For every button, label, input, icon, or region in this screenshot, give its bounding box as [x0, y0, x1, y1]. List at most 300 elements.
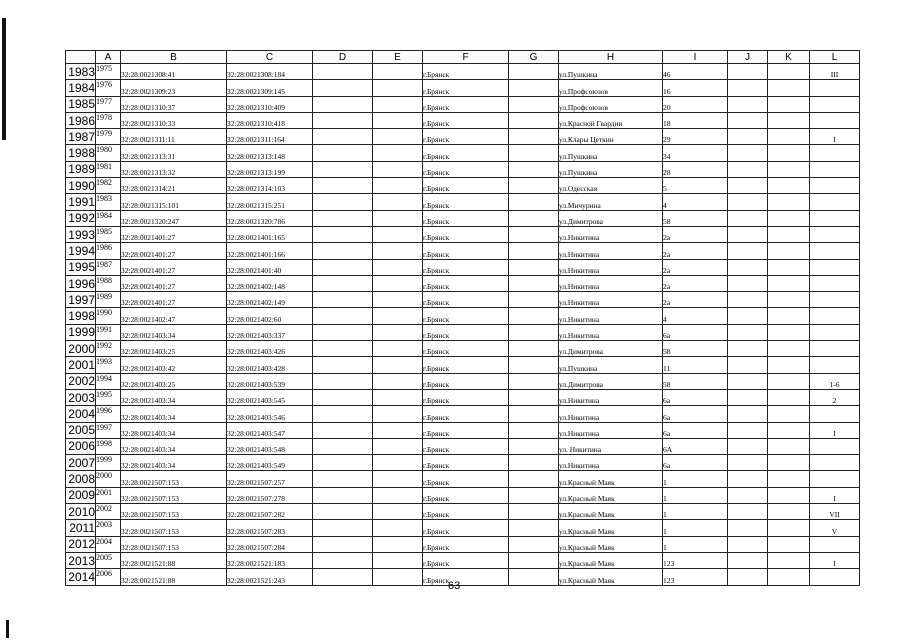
cell-g — [509, 243, 559, 259]
cell-j — [728, 161, 768, 177]
cell-e — [373, 292, 423, 308]
row-number: 1984 — [66, 80, 96, 96]
cell-c: 32:28:0021309:145 — [227, 80, 313, 96]
table-row — [66, 64, 860, 80]
cell-b: 32:28:0021315:101 — [121, 194, 227, 210]
column-header-g: G — [509, 51, 559, 64]
cell-i: 34 — [663, 145, 728, 161]
cell-f: г.Брянск — [423, 422, 509, 438]
cell-c: 32:28:0021320:786 — [227, 210, 313, 226]
cell-f: г.Брянск — [423, 406, 509, 422]
cell-g — [509, 129, 559, 145]
cell-g — [509, 275, 559, 291]
corner-header — [66, 51, 96, 64]
cell-i: 1 — [663, 471, 728, 487]
cell-l — [810, 178, 860, 194]
cell-l — [810, 161, 860, 177]
cell-e — [373, 373, 423, 389]
cell-j — [728, 324, 768, 340]
column-header-i: I — [663, 51, 728, 64]
cell-j — [728, 178, 768, 194]
table-row — [66, 275, 860, 291]
cell-b: 32:28:0021403:34 — [121, 438, 227, 454]
cell-a: 2001 — [96, 487, 121, 503]
cell-b: 32:28:0021521:88 — [121, 552, 227, 568]
cell-l — [810, 357, 860, 373]
cell-a: 2000 — [96, 471, 121, 487]
cell-e — [373, 275, 423, 291]
cell-k — [768, 308, 810, 324]
cell-b: 32:28:0021403:34 — [121, 389, 227, 405]
cell-i: 5 — [663, 178, 728, 194]
row-number: 1999 — [66, 324, 96, 340]
cell-g — [509, 259, 559, 275]
cell-k — [768, 487, 810, 503]
table-row — [66, 569, 860, 585]
cell-d — [313, 520, 373, 536]
cell-g — [509, 324, 559, 340]
cell-c: 32:28:0021401:166 — [227, 243, 313, 259]
cell-d — [313, 259, 373, 275]
column-header-k: K — [768, 51, 810, 64]
cell-h: ул.Клары Цеткин — [559, 129, 663, 145]
cell-i: 1 — [663, 520, 728, 536]
cell-f: г.Брянск — [423, 341, 509, 357]
cell-e — [373, 389, 423, 405]
cell-g — [509, 145, 559, 161]
cell-e — [373, 455, 423, 471]
row-number: 2005 — [66, 422, 96, 438]
cell-f: г.Брянск — [423, 112, 509, 128]
table-row — [66, 455, 860, 471]
cell-c: 32:28:0021315:251 — [227, 194, 313, 210]
cell-j — [728, 389, 768, 405]
cell-h: ул.Никитина — [559, 243, 663, 259]
cell-a: 1985 — [96, 226, 121, 242]
cell-e — [373, 341, 423, 357]
cell-a: 1987 — [96, 259, 121, 275]
cell-k — [768, 129, 810, 145]
cell-a: 1993 — [96, 357, 121, 373]
cell-e — [373, 226, 423, 242]
cell-b: 32:28:0021401:27 — [121, 259, 227, 275]
cell-l — [810, 471, 860, 487]
row-number: 2014 — [66, 569, 96, 585]
row-number: 2006 — [66, 438, 96, 454]
cell-f: г.Брянск — [423, 161, 509, 177]
cell-j — [728, 569, 768, 585]
cell-h: ул.Никитина — [559, 422, 663, 438]
cell-c: 32:28:0021403:546 — [227, 406, 313, 422]
cell-e — [373, 308, 423, 324]
cell-j — [728, 520, 768, 536]
cell-d — [313, 406, 373, 422]
cell-b: 32:28:0021311:11 — [121, 129, 227, 145]
cell-d — [313, 422, 373, 438]
cell-e — [373, 552, 423, 568]
cell-a: 1983 — [96, 194, 121, 210]
table-row — [66, 194, 860, 210]
cell-f: г.Брянск — [423, 357, 509, 373]
cell-j — [728, 145, 768, 161]
cell-d — [313, 324, 373, 340]
cell-f: г.Брянск — [423, 275, 509, 291]
column-header-c: C — [227, 51, 313, 64]
cell-i: 6а — [663, 389, 728, 405]
cell-k — [768, 324, 810, 340]
cell-h: ул.Красный Маяк — [559, 520, 663, 536]
cell-k — [768, 341, 810, 357]
table-row — [66, 210, 860, 226]
cell-l — [810, 210, 860, 226]
cell-d — [313, 80, 373, 96]
table-row — [66, 504, 860, 520]
cell-b: 32:28:0021403:42 — [121, 357, 227, 373]
cell-g — [509, 194, 559, 210]
page-number: 63 — [448, 580, 461, 592]
cell-k — [768, 504, 810, 520]
cell-l: I — [810, 552, 860, 568]
cell-i: 4 — [663, 308, 728, 324]
row-number: 1989 — [66, 161, 96, 177]
row-number: 2007 — [66, 455, 96, 471]
cell-l — [810, 324, 860, 340]
cell-d — [313, 341, 373, 357]
cell-b: 32:28:0021401:27 — [121, 243, 227, 259]
cell-l: I — [810, 422, 860, 438]
cell-b: 32:28:0021507:153 — [121, 520, 227, 536]
cell-f: г.Брянск — [423, 64, 509, 80]
cell-f: г.Брянск — [423, 520, 509, 536]
cell-h: ул.Красный Маяк — [559, 504, 663, 520]
cell-d — [313, 569, 373, 585]
cell-f: г.Брянск — [423, 210, 509, 226]
cell-a: 1986 — [96, 243, 121, 259]
column-header-j: J — [728, 51, 768, 64]
cell-l — [810, 569, 860, 585]
cell-i: 28 — [663, 161, 728, 177]
cell-h: ул.Красный Маяк — [559, 536, 663, 552]
cell-h: ул.Одесская — [559, 178, 663, 194]
cell-e — [373, 324, 423, 340]
cell-j — [728, 471, 768, 487]
cell-d — [313, 129, 373, 145]
cell-k — [768, 292, 810, 308]
row-number: 2012 — [66, 536, 96, 552]
cell-k — [768, 471, 810, 487]
cell-h: ул.Красный Маяк — [559, 471, 663, 487]
cell-a: 1992 — [96, 341, 121, 357]
cell-i: 123 — [663, 552, 728, 568]
cell-j — [728, 406, 768, 422]
cell-l — [810, 292, 860, 308]
cell-c: 32:28:0021521:243 — [227, 569, 313, 585]
cell-d — [313, 389, 373, 405]
cell-h: ул.Никитина — [559, 389, 663, 405]
cell-l — [810, 112, 860, 128]
cell-e — [373, 569, 423, 585]
row-number: 2013 — [66, 552, 96, 568]
cell-a: 1989 — [96, 292, 121, 308]
cell-i: 123 — [663, 569, 728, 585]
cell-g — [509, 520, 559, 536]
cell-b: 32:28:0021507:153 — [121, 536, 227, 552]
cell-l — [810, 259, 860, 275]
cell-k — [768, 389, 810, 405]
cell-i: 2а — [663, 259, 728, 275]
cell-g — [509, 64, 559, 80]
cell-h: ул.Пушкина — [559, 145, 663, 161]
cell-i: 1 — [663, 536, 728, 552]
cell-l: 1-6 — [810, 373, 860, 389]
cell-b: 32:28:0021313:32 — [121, 161, 227, 177]
cell-c: 32:28:0021401:165 — [227, 226, 313, 242]
row-number: 2009 — [66, 487, 96, 503]
cell-i: 58 — [663, 341, 728, 357]
cell-j — [728, 341, 768, 357]
cell-e — [373, 471, 423, 487]
cell-h: ул.Никитина — [559, 226, 663, 242]
cell-j — [728, 112, 768, 128]
row-number: 1996 — [66, 275, 96, 291]
cell-l: I — [810, 129, 860, 145]
cell-k — [768, 80, 810, 96]
cell-f: г.Брянск — [423, 80, 509, 96]
cell-f: г.Брянск — [423, 487, 509, 503]
row-number: 1987 — [66, 129, 96, 145]
cell-c: 32:28:0021403:337 — [227, 324, 313, 340]
cell-j — [728, 80, 768, 96]
cell-e — [373, 178, 423, 194]
cell-c: 32:28:0021403:539 — [227, 373, 313, 389]
cell-d — [313, 194, 373, 210]
cell-e — [373, 406, 423, 422]
column-header-e: E — [373, 51, 423, 64]
cell-e — [373, 194, 423, 210]
cell-g — [509, 341, 559, 357]
cell-g — [509, 438, 559, 454]
cell-f: г.Брянск — [423, 438, 509, 454]
cell-f: г.Брянск — [423, 259, 509, 275]
cell-b: 32:28:0021403:25 — [121, 373, 227, 389]
cell-h: ул.Мичурина — [559, 194, 663, 210]
cell-f: г.Брянск — [423, 455, 509, 471]
cell-c: 32:28:0021521:183 — [227, 552, 313, 568]
spreadsheet-table — [65, 50, 860, 586]
cell-j — [728, 210, 768, 226]
cell-k — [768, 406, 810, 422]
cell-d — [313, 145, 373, 161]
cell-l: I — [810, 487, 860, 503]
cell-b: 32:28:0021401:27 — [121, 226, 227, 242]
cell-c: 32:28:0021403:549 — [227, 455, 313, 471]
cell-f: г.Брянск — [423, 373, 509, 389]
cell-j — [728, 226, 768, 242]
cell-f: г.Брянск — [423, 292, 509, 308]
cell-d — [313, 161, 373, 177]
cell-c: 32:28:0021308:184 — [227, 64, 313, 80]
cell-j — [728, 194, 768, 210]
cell-k — [768, 243, 810, 259]
cell-e — [373, 357, 423, 373]
cell-c: 32:28:0021507:257 — [227, 471, 313, 487]
row-number: 1992 — [66, 210, 96, 226]
table-row — [66, 487, 860, 503]
cell-h: ул. Никитина — [559, 438, 663, 454]
cell-g — [509, 178, 559, 194]
cell-i: 46 — [663, 64, 728, 80]
cell-i: 18 — [663, 112, 728, 128]
cell-c: 32:28:0021402:148 — [227, 275, 313, 291]
cell-i: 11 — [663, 357, 728, 373]
cell-g — [509, 422, 559, 438]
cell-e — [373, 161, 423, 177]
cell-d — [313, 471, 373, 487]
cell-a: 1976 — [96, 80, 121, 96]
cell-g — [509, 292, 559, 308]
cell-d — [313, 455, 373, 471]
cell-h: ул.Красный Маяк — [559, 569, 663, 585]
cell-h: ул.Никитина — [559, 455, 663, 471]
cell-f: г.Брянск — [423, 471, 509, 487]
cell-e — [373, 520, 423, 536]
cell-i: 2а — [663, 275, 728, 291]
table-row — [66, 438, 860, 454]
cell-a: 1977 — [96, 96, 121, 112]
cell-k — [768, 373, 810, 389]
cell-g — [509, 487, 559, 503]
cell-f: г.Брянск — [423, 226, 509, 242]
table-row — [66, 112, 860, 128]
cell-d — [313, 112, 373, 128]
cell-l: V — [810, 520, 860, 536]
cell-j — [728, 357, 768, 373]
cell-c: 32:28:0021314:103 — [227, 178, 313, 194]
cell-g — [509, 357, 559, 373]
cell-l — [810, 438, 860, 454]
cell-j — [728, 243, 768, 259]
cell-e — [373, 129, 423, 145]
cell-k — [768, 455, 810, 471]
cell-l — [810, 80, 860, 96]
cell-d — [313, 504, 373, 520]
cell-f: г.Брянск — [423, 504, 509, 520]
cell-e — [373, 422, 423, 438]
cell-c: 32:28:0021310:418 — [227, 112, 313, 128]
cell-h: ул.Никитина — [559, 292, 663, 308]
cell-e — [373, 504, 423, 520]
cell-k — [768, 210, 810, 226]
cell-d — [313, 210, 373, 226]
cell-a: 1984 — [96, 210, 121, 226]
row-number: 2002 — [66, 373, 96, 389]
row-number: 1991 — [66, 194, 96, 210]
cell-i: 6а — [663, 324, 728, 340]
cell-b: 32:28:0021507:153 — [121, 471, 227, 487]
cell-g — [509, 471, 559, 487]
cell-j — [728, 259, 768, 275]
cell-h: ул.Никитина — [559, 308, 663, 324]
cell-h: ул.Профсоюзов — [559, 80, 663, 96]
table-row — [66, 324, 860, 340]
cell-b: 32:28:0021403:34 — [121, 324, 227, 340]
cell-i: 6а — [663, 406, 728, 422]
cell-a: 2006 — [96, 569, 121, 585]
cell-d — [313, 64, 373, 80]
cell-j — [728, 422, 768, 438]
cell-l: VII — [810, 504, 860, 520]
cell-d — [313, 487, 373, 503]
cell-j — [728, 487, 768, 503]
cell-c: 32:28:0021403:548 — [227, 438, 313, 454]
cell-j — [728, 455, 768, 471]
cell-f: г.Брянск — [423, 536, 509, 552]
cell-c: 32:28:0021507:283 — [227, 520, 313, 536]
row-number: 1983 — [66, 64, 96, 80]
cell-c: 32:28:0021311:164 — [227, 129, 313, 145]
cell-k — [768, 96, 810, 112]
cell-l — [810, 194, 860, 210]
cell-c: 32:28:0021402:149 — [227, 292, 313, 308]
cell-c: 32:28:0021403:428 — [227, 357, 313, 373]
cell-e — [373, 210, 423, 226]
table-row — [66, 373, 860, 389]
cell-j — [728, 308, 768, 324]
column-header-l: L — [810, 51, 860, 64]
table-body — [66, 64, 860, 586]
cell-a: 1982 — [96, 178, 121, 194]
row-number: 2011 — [66, 520, 96, 536]
table-row — [66, 129, 860, 145]
cell-a: 1990 — [96, 308, 121, 324]
row-number: 1998 — [66, 308, 96, 324]
cell-i: 6А — [663, 438, 728, 454]
cell-c: 32:28:0021403:426 — [227, 341, 313, 357]
cell-k — [768, 178, 810, 194]
row-number: 1990 — [66, 178, 96, 194]
row-number: 1997 — [66, 292, 96, 308]
cell-b: 32:28:0021308:41 — [121, 64, 227, 80]
cell-d — [313, 226, 373, 242]
cell-f: г.Брянск — [423, 243, 509, 259]
cell-h: ул.Димитрова — [559, 341, 663, 357]
cell-i: 20 — [663, 96, 728, 112]
cell-f: г.Брянск — [423, 569, 509, 585]
cell-b: 32:28:0021401:27 — [121, 275, 227, 291]
cell-a: 1980 — [96, 145, 121, 161]
cell-a: 1996 — [96, 406, 121, 422]
cell-j — [728, 438, 768, 454]
cell-l: III — [810, 64, 860, 80]
cell-a: 2002 — [96, 504, 121, 520]
cell-d — [313, 243, 373, 259]
table-row — [66, 308, 860, 324]
cell-i: 58 — [663, 373, 728, 389]
cell-b: 32:28:0021401:27 — [121, 292, 227, 308]
cell-e — [373, 112, 423, 128]
cell-d — [313, 275, 373, 291]
cell-k — [768, 161, 810, 177]
cell-c: 32:28:0021507:284 — [227, 536, 313, 552]
cell-l: 2 — [810, 389, 860, 405]
cell-c: 32:28:0021310:409 — [227, 96, 313, 112]
cell-j — [728, 96, 768, 112]
cell-a: 1997 — [96, 422, 121, 438]
scan-edge-mark-bottom — [6, 620, 9, 638]
cell-k — [768, 275, 810, 291]
cell-i: 1 — [663, 504, 728, 520]
cell-k — [768, 422, 810, 438]
